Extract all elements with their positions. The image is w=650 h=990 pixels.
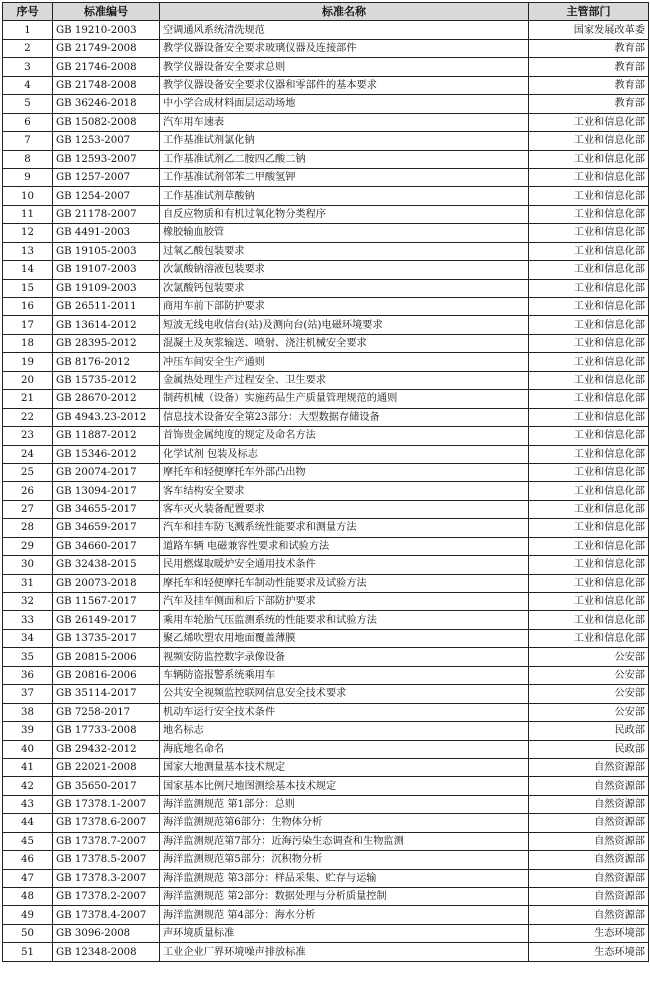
table-row bbox=[3, 777, 649, 795]
cell-no: 21 bbox=[3, 390, 53, 408]
table-row bbox=[3, 851, 649, 869]
cell-name: 声环境质量标准 bbox=[160, 924, 529, 942]
cell-name: 工业企业厂界环境噪声排放标准 bbox=[160, 943, 529, 961]
cell-no: 39 bbox=[3, 722, 53, 740]
table-row bbox=[3, 666, 649, 684]
cell-code: GB 1253-2007 bbox=[53, 132, 160, 150]
cell-no: 13 bbox=[3, 242, 53, 260]
cell-no: 4 bbox=[3, 76, 53, 94]
cell-no: 8 bbox=[3, 150, 53, 168]
table-row bbox=[3, 445, 649, 463]
cell-no: 48 bbox=[3, 888, 53, 906]
cell-no: 23 bbox=[3, 427, 53, 445]
cell-code: GB 21748-2008 bbox=[53, 76, 160, 94]
table-row bbox=[3, 224, 649, 242]
cell-code: GB 26511-2011 bbox=[53, 298, 160, 316]
table-row bbox=[3, 298, 649, 316]
table-row bbox=[3, 205, 649, 223]
cell-dept: 公安部 bbox=[529, 666, 649, 684]
cell-no: 2 bbox=[3, 39, 53, 57]
cell-dept: 工业和信息化部 bbox=[529, 187, 649, 205]
cell-code: GB 20815-2006 bbox=[53, 648, 160, 666]
table-row bbox=[3, 21, 649, 39]
cell-no: 15 bbox=[3, 279, 53, 297]
cell-name: 乘用车轮胎气压监测系统的性能要求和试验方法 bbox=[160, 611, 529, 629]
cell-code: GB 13614-2012 bbox=[53, 316, 160, 334]
cell-no: 17 bbox=[3, 316, 53, 334]
header-row bbox=[3, 3, 649, 21]
cell-code: GB 17378.4-2007 bbox=[53, 906, 160, 924]
cell-code: GB 28670-2012 bbox=[53, 390, 160, 408]
cell-dept: 工业和信息化部 bbox=[529, 574, 649, 592]
table-row bbox=[3, 390, 649, 408]
table-row bbox=[3, 132, 649, 150]
cell-name: 海洋监测规范 第2部分：数据处理与分析质量控制 bbox=[160, 888, 529, 906]
cell-dept: 工业和信息化部 bbox=[529, 316, 649, 334]
cell-dept: 工业和信息化部 bbox=[529, 611, 649, 629]
cell-name: 汽车及挂车侧面和后下部防护要求 bbox=[160, 593, 529, 611]
cell-no: 1 bbox=[3, 21, 53, 39]
cell-no: 11 bbox=[3, 205, 53, 223]
table-row bbox=[3, 482, 649, 500]
cell-name: 海底地名命名 bbox=[160, 740, 529, 758]
cell-dept: 工业和信息化部 bbox=[529, 408, 649, 426]
cell-name: 海洋监测规范第7部分：近海污染生态调查和生物监测 bbox=[160, 832, 529, 850]
cell-dept: 自然资源部 bbox=[529, 888, 649, 906]
table-row bbox=[3, 463, 649, 481]
cell-name: 冲压车间安全生产通则 bbox=[160, 353, 529, 371]
cell-code: GB 20074-2017 bbox=[53, 463, 160, 481]
cell-dept: 自然资源部 bbox=[529, 906, 649, 924]
cell-no: 26 bbox=[3, 482, 53, 500]
table-row bbox=[3, 814, 649, 832]
cell-dept: 工业和信息化部 bbox=[529, 298, 649, 316]
cell-name: 机动车运行安全技术条件 bbox=[160, 703, 529, 721]
cell-no: 29 bbox=[3, 537, 53, 555]
cell-name: 道路车辆 电磁兼容性要求和试验方法 bbox=[160, 537, 529, 555]
table-row bbox=[3, 242, 649, 260]
cell-name: 短波无线电收信台(站)及测向台(站)电磁环境要求 bbox=[160, 316, 529, 334]
header-no: 序号 bbox=[3, 3, 53, 21]
cell-code: GB 15735-2012 bbox=[53, 371, 160, 389]
cell-no: 7 bbox=[3, 132, 53, 150]
table-row bbox=[3, 832, 649, 850]
cell-no: 51 bbox=[3, 943, 53, 961]
cell-dept: 教育部 bbox=[529, 76, 649, 94]
table-row bbox=[3, 648, 649, 666]
standards-list bbox=[2, 2, 649, 962]
cell-code: GB 19105-2003 bbox=[53, 242, 160, 260]
cell-name: 空调通风系统清洗规范 bbox=[160, 21, 529, 39]
header-dept: 主管部门 bbox=[529, 3, 649, 21]
cell-name: 民用燃煤取暖炉安全通用技术条件 bbox=[160, 556, 529, 574]
cell-name: 首饰贵金属纯度的规定及命名方法 bbox=[160, 427, 529, 445]
table-row bbox=[3, 537, 649, 555]
cell-dept: 工业和信息化部 bbox=[529, 242, 649, 260]
table-row bbox=[3, 113, 649, 131]
cell-dept: 工业和信息化部 bbox=[529, 629, 649, 647]
cell-code: GB 22021-2008 bbox=[53, 758, 160, 776]
cell-code: GB 34659-2017 bbox=[53, 519, 160, 537]
cell-code: GB 11887-2012 bbox=[53, 427, 160, 445]
cell-code: GB 12348-2008 bbox=[53, 943, 160, 961]
cell-name: 公共安全视频监控联网信息安全技术要求 bbox=[160, 685, 529, 703]
cell-code: GB 1254-2007 bbox=[53, 187, 160, 205]
cell-code: GB 28395-2012 bbox=[53, 334, 160, 352]
cell-no: 47 bbox=[3, 869, 53, 887]
table-row bbox=[3, 703, 649, 721]
cell-dept: 工业和信息化部 bbox=[529, 537, 649, 555]
cell-code: GB 4491-2003 bbox=[53, 224, 160, 242]
cell-no: 5 bbox=[3, 95, 53, 113]
cell-code: GB 13735-2017 bbox=[53, 629, 160, 647]
cell-name: 视频安防监控数字录像设备 bbox=[160, 648, 529, 666]
cell-no: 30 bbox=[3, 556, 53, 574]
cell-dept: 民政部 bbox=[529, 740, 649, 758]
cell-no: 44 bbox=[3, 814, 53, 832]
cell-code: GB 13094-2017 bbox=[53, 482, 160, 500]
cell-dept: 自然资源部 bbox=[529, 795, 649, 813]
cell-name: 海洋监测规范第6部分：生物体分析 bbox=[160, 814, 529, 832]
cell-code: GB 19210-2003 bbox=[53, 21, 160, 39]
cell-dept: 自然资源部 bbox=[529, 869, 649, 887]
cell-name: 车辆防盗报警系统乘用车 bbox=[160, 666, 529, 684]
table-row bbox=[3, 888, 649, 906]
table-row bbox=[3, 629, 649, 647]
cell-name: 制药机械（设备）实施药品生产质量管理规范的通则 bbox=[160, 390, 529, 408]
cell-no: 18 bbox=[3, 334, 53, 352]
cell-no: 12 bbox=[3, 224, 53, 242]
cell-no: 38 bbox=[3, 703, 53, 721]
cell-dept: 工业和信息化部 bbox=[529, 390, 649, 408]
cell-no: 10 bbox=[3, 187, 53, 205]
cell-name: 客车灭火装备配置要求 bbox=[160, 500, 529, 518]
cell-code: GB 36246-2018 bbox=[53, 95, 160, 113]
table-row bbox=[3, 353, 649, 371]
cell-name: 信息技术设备安全第23部分：大型数据存储设备 bbox=[160, 408, 529, 426]
cell-dept: 生态环境部 bbox=[529, 943, 649, 961]
cell-no: 40 bbox=[3, 740, 53, 758]
cell-name: 中小学合成材料面层运动场地 bbox=[160, 95, 529, 113]
table-row bbox=[3, 906, 649, 924]
cell-dept: 工业和信息化部 bbox=[529, 371, 649, 389]
cell-dept: 工业和信息化部 bbox=[529, 500, 649, 518]
cell-no: 6 bbox=[3, 113, 53, 131]
cell-dept: 公安部 bbox=[529, 648, 649, 666]
cell-dept: 工业和信息化部 bbox=[529, 445, 649, 463]
table-row bbox=[3, 758, 649, 776]
cell-dept: 工业和信息化部 bbox=[529, 353, 649, 371]
table-row bbox=[3, 316, 649, 334]
cell-no: 9 bbox=[3, 168, 53, 186]
cell-dept: 公安部 bbox=[529, 703, 649, 721]
cell-code: GB 8176-2012 bbox=[53, 353, 160, 371]
cell-code: GB 17378.6-2007 bbox=[53, 814, 160, 832]
cell-name: 化学试剂 包装及标志 bbox=[160, 445, 529, 463]
standards-table bbox=[2, 2, 649, 962]
cell-dept: 工业和信息化部 bbox=[529, 113, 649, 131]
cell-dept: 教育部 bbox=[529, 58, 649, 76]
table-row bbox=[3, 574, 649, 592]
cell-name: 工作基准试剂草酸钠 bbox=[160, 187, 529, 205]
table-row bbox=[3, 39, 649, 57]
cell-no: 3 bbox=[3, 58, 53, 76]
cell-dept: 自然资源部 bbox=[529, 758, 649, 776]
cell-code: GB 4943.23-2012 bbox=[53, 408, 160, 426]
table-row bbox=[3, 168, 649, 186]
cell-code: GB 29432-2012 bbox=[53, 740, 160, 758]
cell-code: GB 34660-2017 bbox=[53, 537, 160, 555]
cell-code: GB 17378.5-2007 bbox=[53, 851, 160, 869]
cell-no: 27 bbox=[3, 500, 53, 518]
cell-name: 国家大地测量基本技术规定 bbox=[160, 758, 529, 776]
cell-dept: 工业和信息化部 bbox=[529, 334, 649, 352]
table-row bbox=[3, 334, 649, 352]
cell-name: 工作基准试剂邻苯二甲酸氢钾 bbox=[160, 168, 529, 186]
cell-code: GB 17378.1-2007 bbox=[53, 795, 160, 813]
cell-code: GB 21178-2007 bbox=[53, 205, 160, 223]
cell-name: 次氯酸钙包装要求 bbox=[160, 279, 529, 297]
table-row bbox=[3, 924, 649, 942]
cell-dept: 工业和信息化部 bbox=[529, 593, 649, 611]
cell-dept: 工业和信息化部 bbox=[529, 205, 649, 223]
table-row bbox=[3, 76, 649, 94]
cell-name: 海洋监测规范 第3部分：样品采集、贮存与运输 bbox=[160, 869, 529, 887]
cell-code: GB 17378.3-2007 bbox=[53, 869, 160, 887]
cell-no: 34 bbox=[3, 629, 53, 647]
cell-dept: 工业和信息化部 bbox=[529, 556, 649, 574]
cell-name: 地名标志 bbox=[160, 722, 529, 740]
cell-dept: 工业和信息化部 bbox=[529, 168, 649, 186]
cell-no: 42 bbox=[3, 777, 53, 795]
table-row bbox=[3, 150, 649, 168]
cell-no: 19 bbox=[3, 353, 53, 371]
table-row bbox=[3, 556, 649, 574]
cell-name: 摩托车和轻便摩托车制动性能要求及试验方法 bbox=[160, 574, 529, 592]
cell-code: GB 11567-2017 bbox=[53, 593, 160, 611]
cell-no: 20 bbox=[3, 371, 53, 389]
cell-dept: 自然资源部 bbox=[529, 832, 649, 850]
cell-dept: 公安部 bbox=[529, 685, 649, 703]
table-row bbox=[3, 943, 649, 961]
cell-code: GB 21749-2008 bbox=[53, 39, 160, 57]
cell-no: 22 bbox=[3, 408, 53, 426]
cell-code: GB 3096-2008 bbox=[53, 924, 160, 942]
cell-code: GB 20816-2006 bbox=[53, 666, 160, 684]
table-body bbox=[3, 21, 649, 961]
cell-code: GB 1257-2007 bbox=[53, 168, 160, 186]
cell-name: 工作基准试剂氯化钠 bbox=[160, 132, 529, 150]
header-code: 标准编号 bbox=[53, 3, 160, 21]
cell-dept: 工业和信息化部 bbox=[529, 224, 649, 242]
cell-code: GB 32438-2015 bbox=[53, 556, 160, 574]
table-row bbox=[3, 261, 649, 279]
cell-no: 25 bbox=[3, 463, 53, 481]
cell-code: GB 35650-2017 bbox=[53, 777, 160, 795]
cell-dept: 自然资源部 bbox=[529, 851, 649, 869]
cell-no: 31 bbox=[3, 574, 53, 592]
cell-dept: 教育部 bbox=[529, 95, 649, 113]
cell-dept: 工业和信息化部 bbox=[529, 482, 649, 500]
table-row bbox=[3, 740, 649, 758]
cell-code: GB 21746-2008 bbox=[53, 58, 160, 76]
cell-no: 14 bbox=[3, 261, 53, 279]
cell-dept: 工业和信息化部 bbox=[529, 427, 649, 445]
cell-code: GB 15346-2012 bbox=[53, 445, 160, 463]
cell-no: 24 bbox=[3, 445, 53, 463]
table-row bbox=[3, 408, 649, 426]
table-row bbox=[3, 795, 649, 813]
cell-dept: 工业和信息化部 bbox=[529, 279, 649, 297]
cell-dept: 工业和信息化部 bbox=[529, 150, 649, 168]
cell-name: 教学仪器设备安全要求总则 bbox=[160, 58, 529, 76]
cell-name: 过氧乙酸包装要求 bbox=[160, 242, 529, 260]
table-row bbox=[3, 500, 649, 518]
cell-dept: 国家发展改革委 bbox=[529, 21, 649, 39]
cell-no: 37 bbox=[3, 685, 53, 703]
cell-name: 商用车前下部防护要求 bbox=[160, 298, 529, 316]
table-row bbox=[3, 371, 649, 389]
cell-no: 45 bbox=[3, 832, 53, 850]
cell-no: 46 bbox=[3, 851, 53, 869]
cell-dept: 民政部 bbox=[529, 722, 649, 740]
cell-name: 海洋监测规范 第4部分：海水分析 bbox=[160, 906, 529, 924]
table-row bbox=[3, 519, 649, 537]
cell-no: 43 bbox=[3, 795, 53, 813]
cell-name: 国家基本比例尺地图测绘基本技术规定 bbox=[160, 777, 529, 795]
cell-code: GB 17378.7-2007 bbox=[53, 832, 160, 850]
cell-name: 摩托车和轻便摩托车外部凸出物 bbox=[160, 463, 529, 481]
cell-code: GB 15082-2008 bbox=[53, 113, 160, 131]
cell-name: 聚乙烯吹塑农用地面覆盖薄膜 bbox=[160, 629, 529, 647]
cell-no: 16 bbox=[3, 298, 53, 316]
cell-dept: 工业和信息化部 bbox=[529, 519, 649, 537]
table-row bbox=[3, 187, 649, 205]
cell-code: GB 12593-2007 bbox=[53, 150, 160, 168]
cell-name: 海洋监测规范第5部分：沉积物分析 bbox=[160, 851, 529, 869]
cell-no: 36 bbox=[3, 666, 53, 684]
cell-code: GB 20073-2018 bbox=[53, 574, 160, 592]
cell-dept: 工业和信息化部 bbox=[529, 261, 649, 279]
cell-no: 32 bbox=[3, 593, 53, 611]
cell-no: 41 bbox=[3, 758, 53, 776]
cell-no: 35 bbox=[3, 648, 53, 666]
cell-name: 混凝土及灰浆输送、喷射、浇注机械安全要求 bbox=[160, 334, 529, 352]
table-row bbox=[3, 58, 649, 76]
cell-dept: 工业和信息化部 bbox=[529, 132, 649, 150]
cell-dept: 自然资源部 bbox=[529, 814, 649, 832]
cell-code: GB 7258-2017 bbox=[53, 703, 160, 721]
cell-no: 49 bbox=[3, 906, 53, 924]
cell-dept: 生态环境部 bbox=[529, 924, 649, 942]
table-row bbox=[3, 427, 649, 445]
cell-dept: 工业和信息化部 bbox=[529, 463, 649, 481]
table-row bbox=[3, 611, 649, 629]
cell-name: 客车结构安全要求 bbox=[160, 482, 529, 500]
cell-code: GB 17378.2-2007 bbox=[53, 888, 160, 906]
cell-name: 汽车用车速表 bbox=[160, 113, 529, 131]
cell-name: 自反应物质和有机过氧化物分类程序 bbox=[160, 205, 529, 223]
cell-name: 教学仪器设备安全要求玻璃仪器及连接部件 bbox=[160, 39, 529, 57]
cell-name: 次氯酸钠溶液包装要求 bbox=[160, 261, 529, 279]
cell-no: 28 bbox=[3, 519, 53, 537]
table-row bbox=[3, 869, 649, 887]
cell-name: 工作基准试剂乙二胺四乙酸二钠 bbox=[160, 150, 529, 168]
cell-code: GB 26149-2017 bbox=[53, 611, 160, 629]
cell-code: GB 35114-2017 bbox=[53, 685, 160, 703]
cell-code: GB 19109-2003 bbox=[53, 279, 160, 297]
cell-code: GB 17733-2008 bbox=[53, 722, 160, 740]
cell-name: 橡胶输血胶管 bbox=[160, 224, 529, 242]
cell-code: GB 19107-2003 bbox=[53, 261, 160, 279]
table-row bbox=[3, 95, 649, 113]
cell-code: GB 34655-2017 bbox=[53, 500, 160, 518]
cell-dept: 教育部 bbox=[529, 39, 649, 57]
cell-dept: 自然资源部 bbox=[529, 777, 649, 795]
table-row bbox=[3, 685, 649, 703]
cell-no: 33 bbox=[3, 611, 53, 629]
cell-name: 金属热处理生产过程安全、卫生要求 bbox=[160, 371, 529, 389]
table-row bbox=[3, 722, 649, 740]
cell-no: 50 bbox=[3, 924, 53, 942]
cell-name: 汽车和挂车防飞溅系统性能要求和测量方法 bbox=[160, 519, 529, 537]
table-row bbox=[3, 279, 649, 297]
table-row bbox=[3, 593, 649, 611]
header-name: 标准名称 bbox=[160, 3, 529, 21]
cell-name: 海洋监测规范 第1部分：总则 bbox=[160, 795, 529, 813]
cell-name: 教学仪器设备安全要求仪器和零部件的基本要求 bbox=[160, 76, 529, 94]
